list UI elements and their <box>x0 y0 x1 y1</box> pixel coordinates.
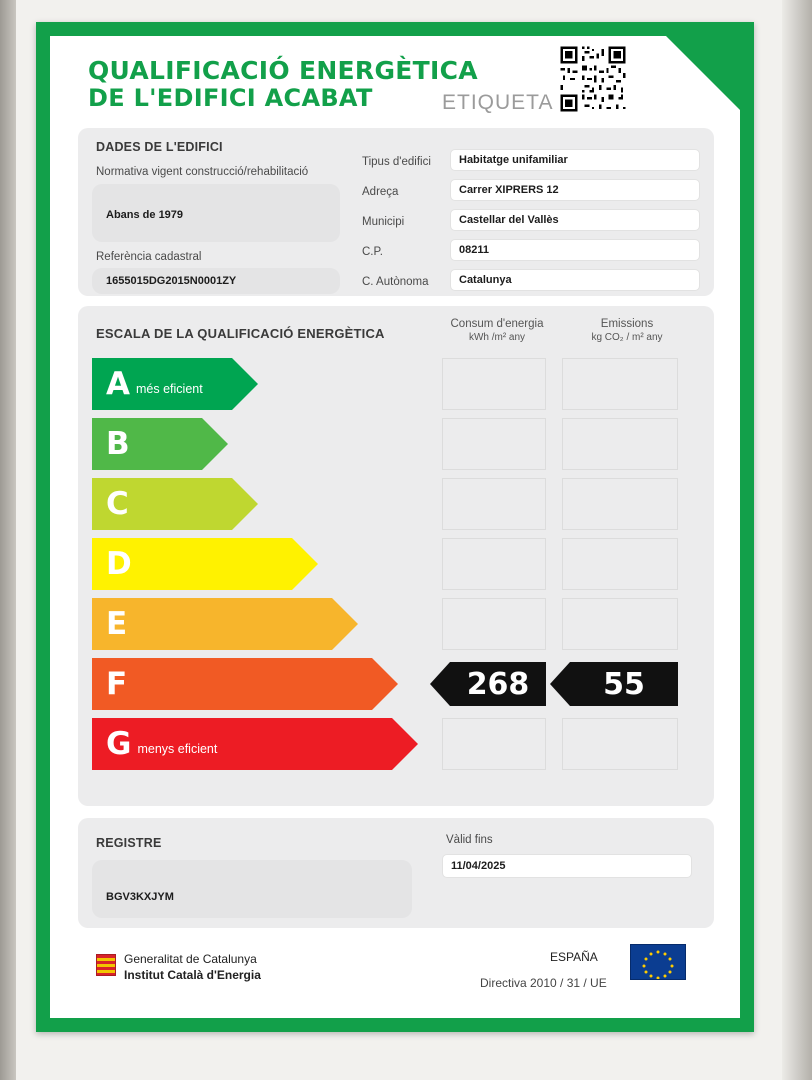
field-label-referencia-cadastral: Referència cadastral <box>96 251 202 263</box>
energy-value-tag <box>450 662 546 706</box>
col-head-energy-units: kWh /m² any <box>468 332 526 343</box>
cell-energy-d <box>442 538 546 590</box>
page-title-line2: DE L'EDIFICI ACABAT <box>88 84 373 112</box>
emissions-value: 55 <box>603 666 645 702</box>
building-data-title: DADES DE L'EDIFICI <box>96 140 223 154</box>
cell-emissions-a <box>562 358 678 410</box>
most-efficient-label: més eficient <box>136 382 203 396</box>
scale-letter-c: C <box>106 486 129 522</box>
cell-energy-c <box>442 478 546 530</box>
label-header <box>50 36 740 124</box>
comunitat-autonoma-value: Catalunya <box>450 269 700 291</box>
field-label-municipi: Municipi <box>362 216 405 228</box>
scale-bar-f <box>92 658 372 710</box>
scale-bar-d <box>92 538 292 590</box>
scale-letter-g: G <box>106 726 132 762</box>
page-title-line1: QUALIFICACIÓ ENERGÈTICA <box>88 56 478 85</box>
scale-letter-a: A <box>106 366 130 402</box>
valid-until-value: 11/04/2025 <box>442 854 692 878</box>
cell-emissions-d <box>562 538 678 590</box>
col-head-energy-title: Consum d'energia <box>450 318 544 330</box>
catalonia-flag-icon <box>96 954 116 976</box>
label-inner <box>50 36 740 1018</box>
scale-bar-e <box>92 598 332 650</box>
scale-letter-b: B <box>106 426 130 462</box>
valid-until-label: Vàlid fins <box>446 834 493 846</box>
scale-bar-g <box>92 718 392 770</box>
least-efficient-label: menys eficient <box>137 742 218 756</box>
energy-value: 268 <box>466 666 530 702</box>
scale-letter-f: F <box>106 666 128 702</box>
cell-energy-e <box>442 598 546 650</box>
field-label-normativa: Normativa vigent construcció/rehabilitació <box>96 166 309 178</box>
cell-emissions-b <box>562 418 678 470</box>
directive-label: Directiva 2010 / 31 / UE <box>480 976 607 990</box>
tipus-edifici-value: Habitatge unifamiliar <box>450 149 700 171</box>
registry-code-box <box>92 860 412 918</box>
municipi-value: Castellar del Vallès <box>450 209 700 231</box>
cell-emissions-g <box>562 718 678 770</box>
eu-flag-icon <box>630 944 686 980</box>
field-label-tipus-edifici: Tipus d'edifici <box>362 156 431 168</box>
col-head-emissions-units: kg CO₂ / m² any <box>591 332 663 343</box>
organization-line2: Institut Català d'Energia <box>124 968 261 982</box>
referencia-value: 1655015DG2015N0001ZY <box>106 275 237 287</box>
col-head-emissions-title: Emissions <box>600 318 654 330</box>
scale-letter-d: D <box>106 546 132 582</box>
cell-emissions-c <box>562 478 678 530</box>
registry-code: BGV3KXJYM <box>106 891 174 903</box>
emissions-value-tag <box>570 662 678 706</box>
col-head-energy <box>442 318 552 343</box>
field-label-adreca: Adreça <box>362 186 399 198</box>
adreca-value: Carrer XIPRERS 12 <box>450 179 700 201</box>
organization-line1: Generalitat de Catalunya <box>124 952 257 966</box>
etiqueta-label: ETIQUETA <box>442 91 554 114</box>
qr-code-icon <box>558 44 628 114</box>
cell-energy-g <box>442 718 546 770</box>
normativa-value: Abans de 1979 <box>106 209 184 221</box>
scale-bar-a <box>92 358 232 410</box>
registry-title: REGISTRE <box>96 836 162 850</box>
cell-energy-b <box>442 418 546 470</box>
energy-label <box>36 22 754 1032</box>
field-label-comunitat-autonoma: C. Autònoma <box>362 276 429 288</box>
scale-title: ESCALA DE LA QUALIFICACIÓ ENERGÈTICA <box>96 326 385 341</box>
field-label-cp: C.P. <box>362 246 383 258</box>
col-head-emissions <box>562 318 692 343</box>
scale-bar-c <box>92 478 232 530</box>
scale-bar-b <box>92 418 202 470</box>
country-label: ESPAÑA <box>550 950 598 964</box>
cell-emissions-e <box>562 598 678 650</box>
cp-value: 08211 <box>450 239 700 261</box>
scale-letter-e: E <box>106 606 128 642</box>
cell-energy-a <box>442 358 546 410</box>
